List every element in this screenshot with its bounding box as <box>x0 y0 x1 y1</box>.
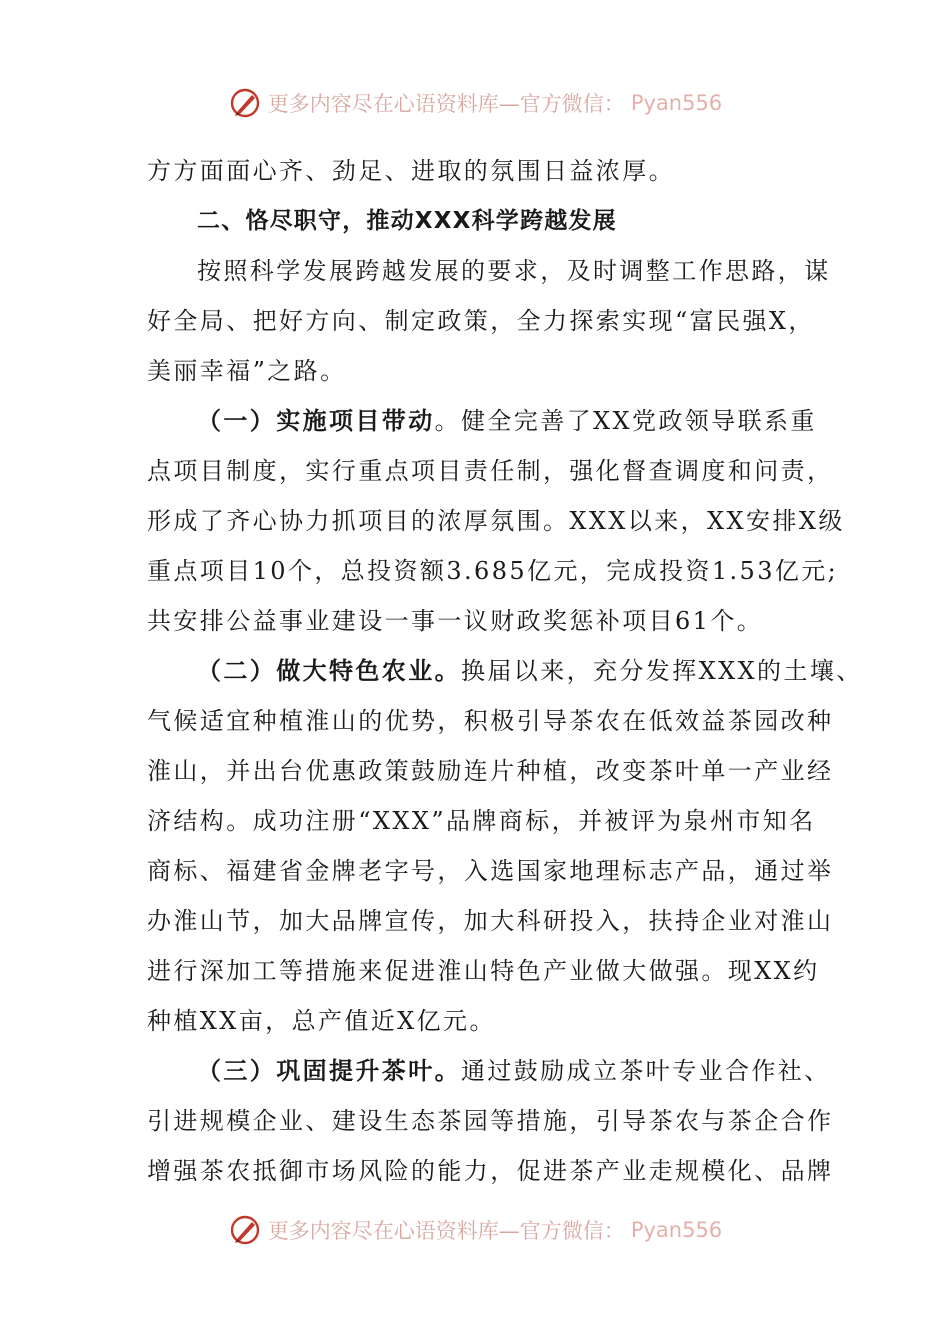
section-heading: 二、恪尽职守，推动XXX科学跨越发展 <box>197 208 617 234</box>
paragraph-line: 方方面面心齐、劲足、进取的氛围日益浓厚。 <box>147 157 675 185</box>
paragraph-line: 种植XX亩，总产值近X亿元。 <box>147 1007 496 1035</box>
paragraph-line: 重点项目10个，总投资额3.685亿元，完成投资1.53亿元; <box>147 557 839 585</box>
watermark-text: 更多内容尽在心语资料库—官方微信： <box>267 92 625 116</box>
paragraph-line: 美丽幸福”之路。 <box>147 357 347 385</box>
document-body <box>147 146 863 1196</box>
subsection-lead: （一）实施项目带动 <box>197 407 435 435</box>
paragraph-line <box>147 1046 831 1096</box>
paragraph-line <box>147 396 817 446</box>
subsection-lead: （三）巩固提升茶叶。 <box>197 1057 461 1085</box>
pen-circle-icon <box>228 86 262 120</box>
watermark-wechat-id: Pyan556 <box>630 91 723 115</box>
watermark-footer <box>0 1213 950 1247</box>
paragraph-line: 淮山，并出台优惠政策鼓励连片种植，改变茶叶单一产业经 <box>147 757 834 785</box>
pen-circle-icon <box>228 1213 262 1247</box>
paragraph-text: 。健全完善了XX党政领导联系重 <box>434 407 817 435</box>
paragraph-line: 气候适宜种植淮山的优势，积极引导茶农在低效益茶园改种 <box>147 707 834 735</box>
paragraph-line: 引进规模企业、建设生态茶园等措施，引导茶农与茶企合作 <box>147 1107 834 1135</box>
paragraph-line: 形成了齐心协力抓项目的浓厚氛围。XXX以来，XX安排X级 <box>147 507 845 535</box>
paragraph-line: 共安排公益事业建设一事一议财政奖惩补项目61个。 <box>147 607 764 635</box>
paragraph-line: 进行深加工等措施来促进淮山特色产业做大做强。现XX约 <box>147 957 820 985</box>
paragraph-line: 增强茶农抵御市场风险的能力，促进茶产业走规模化、品牌 <box>147 1157 834 1185</box>
paragraph-line: 按照科学发展跨越发展的要求，及时调整工作思路，谋 <box>197 257 831 285</box>
paragraph-line: 商标、福建省金牌老字号，入选国家地理标志产品，通过举 <box>147 857 834 885</box>
paragraph-line: 办淮山节，加大品牌宣传，加大科研投入，扶持企业对淮山 <box>147 907 834 935</box>
paragraph-line <box>147 646 863 696</box>
paragraph-line: 济结构。成功注册“XXX”品牌商标，并被评为泉州市知名 <box>147 807 816 835</box>
paragraph-line: 点项目制度，实行重点项目责任制，强化督查调度和问责， <box>147 457 834 485</box>
watermark-text: 更多内容尽在心语资料库—官方微信： <box>267 1219 625 1243</box>
watermark-header <box>0 86 950 120</box>
subsection-lead: （二）做大特色农业。 <box>197 657 461 685</box>
paragraph-line: 好全局、把好方向、制定政策，全力探索实现“富民强X， <box>147 307 815 335</box>
paragraph-text: 换届以来，充分发挥XXX的土壤、 <box>461 657 863 685</box>
paragraph-text: 通过鼓励成立茶叶专业合作社、 <box>461 1057 831 1085</box>
watermark-wechat-id: Pyan556 <box>630 1218 723 1242</box>
